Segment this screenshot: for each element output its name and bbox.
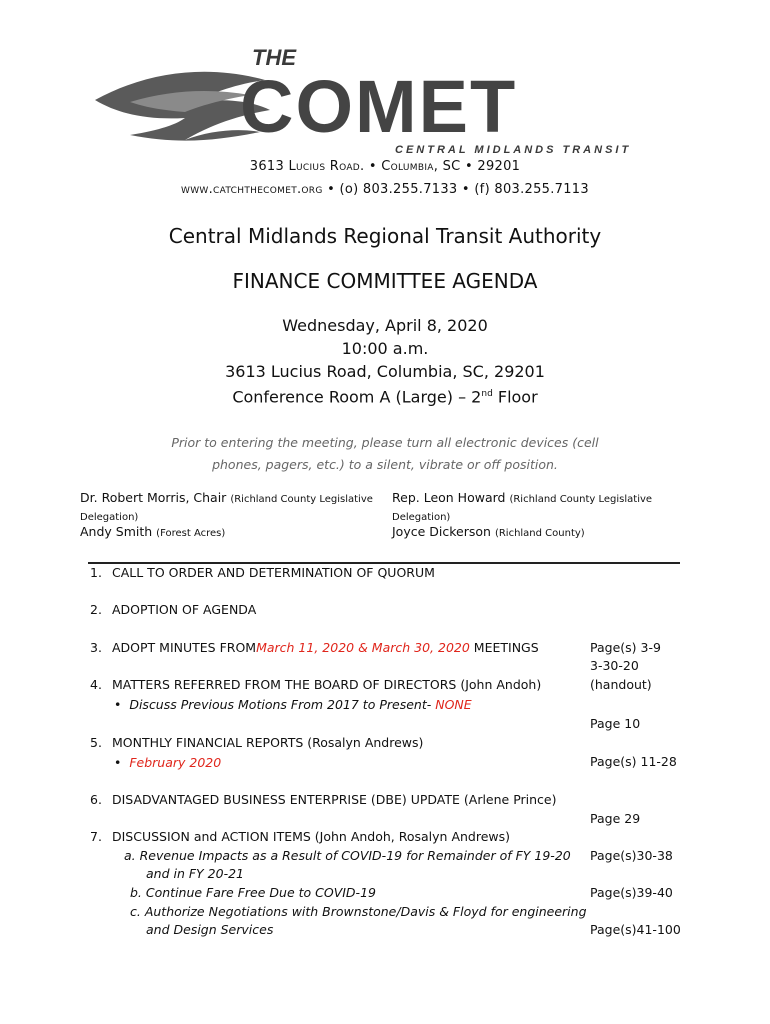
logo-top-text: THE: [252, 45, 296, 70]
agenda-title: FINANCE COMMITTEE AGENDA: [232, 269, 538, 293]
page-ref-7a: Page(s)30-38: [590, 848, 673, 863]
agenda-item-4-bullet: • Discuss Previous Motions From 2017 to Present- NONE: [114, 697, 472, 712]
page-ref-3: Page(s) 3-9: [590, 640, 661, 655]
agenda-item-7c: c. Authorize Negotiations with Brownstone/Davis & Floyd for engineering: [130, 904, 587, 919]
member-dickerson: Joyce Dickerson (Richland County): [392, 524, 585, 539]
page-ref-4: Page 10: [590, 716, 641, 731]
meeting-date: Wednesday, April 8, 2020: [282, 316, 488, 335]
member-howard: Rep. Leon Howard (Richland County Legislative Delegation): [392, 490, 653, 523]
logo-tagline: CENTRAL MIDLANDS TRANSIT: [395, 144, 632, 156]
divider: [88, 562, 680, 564]
agenda-item-7: 7. DISCUSSION and ACTION ITEMS (John Andoh, Rosalyn Andrews): [90, 829, 511, 844]
address-line: 3613 Lucius Road. • Columbia, SC • 29201: [249, 159, 521, 174]
agenda-item-1: 1. CALL TO ORDER AND DETERMINATION OF QUORUM: [90, 565, 435, 580]
page-ref-3-date: 3-30-20: [590, 658, 639, 673]
member-morris: Dr. Robert Morris, Chair (Richland County Legislative Delegation): [80, 490, 373, 523]
agenda-item-7c-cont: and Design Services: [146, 922, 274, 937]
comet-logo: [90, 40, 690, 160]
meeting-time: 10:00 a.m.: [341, 339, 429, 358]
agenda-item-5-bullet: • February 2020: [114, 755, 222, 770]
agenda-item-3: 3. ADOPT MINUTES FROMMarch 11, 2020 & March 30, 2020 MEETINGS: [90, 640, 539, 655]
agenda-item-4: 4. MATTERS REFERRED FROM THE BOARD OF DIRECTORS (John Andoh): [90, 677, 542, 692]
page-ref-5: Page(s) 11-28: [590, 754, 677, 769]
member-smith: Andy Smith (Forest Acres): [80, 524, 226, 539]
agenda-item-7a-cont: and in FY 20-21: [146, 866, 244, 881]
agenda-item-5: 5. MONTHLY FINANCIAL REPORTS (Rosalyn Andrews): [90, 735, 424, 750]
contact-line: [0, 182, 770, 197]
agenda-item-7b: b. Continue Fare Free Due to COVID-19: [130, 885, 376, 900]
meeting-room: Conference Room A (Large) – 2nd Floor: [232, 387, 538, 407]
website-link[interactable]: www.catchthecomet.org: [181, 182, 323, 197]
agenda-item-2: 2. ADOPTION OF AGENDA: [90, 602, 257, 617]
page-ref-7b: Page(s)39-40: [590, 885, 673, 900]
agenda-item-7a: a. Revenue Impacts as a Result of COVID-19 for Remainder of FY 19-20: [124, 848, 571, 863]
agenda-item-6: 6. DISADVANTAGED BUSINESS ENTERPRISE (DBE) UPDATE (Arlene Prince): [90, 792, 557, 807]
device-notice: Prior to entering the meeting, please turn all electronic devices (cell phones, pagers, etc.) to a silent, vibrate or off position.: [171, 435, 599, 472]
page-ref-6: Page 29: [590, 811, 641, 826]
page-ref-7c: Page(s)41-100: [590, 922, 681, 937]
logo-main-text: COMET: [240, 65, 518, 148]
phone-numbers: • (o) 803.255.7133 • (f) 803.255.7113: [327, 182, 589, 197]
org-name: Central Midlands Regional Transit Authority: [168, 224, 602, 248]
page-ref-3-handout: (handout): [590, 677, 652, 692]
meeting-location: 3613 Lucius Road, Columbia, SC, 29201: [225, 362, 545, 381]
